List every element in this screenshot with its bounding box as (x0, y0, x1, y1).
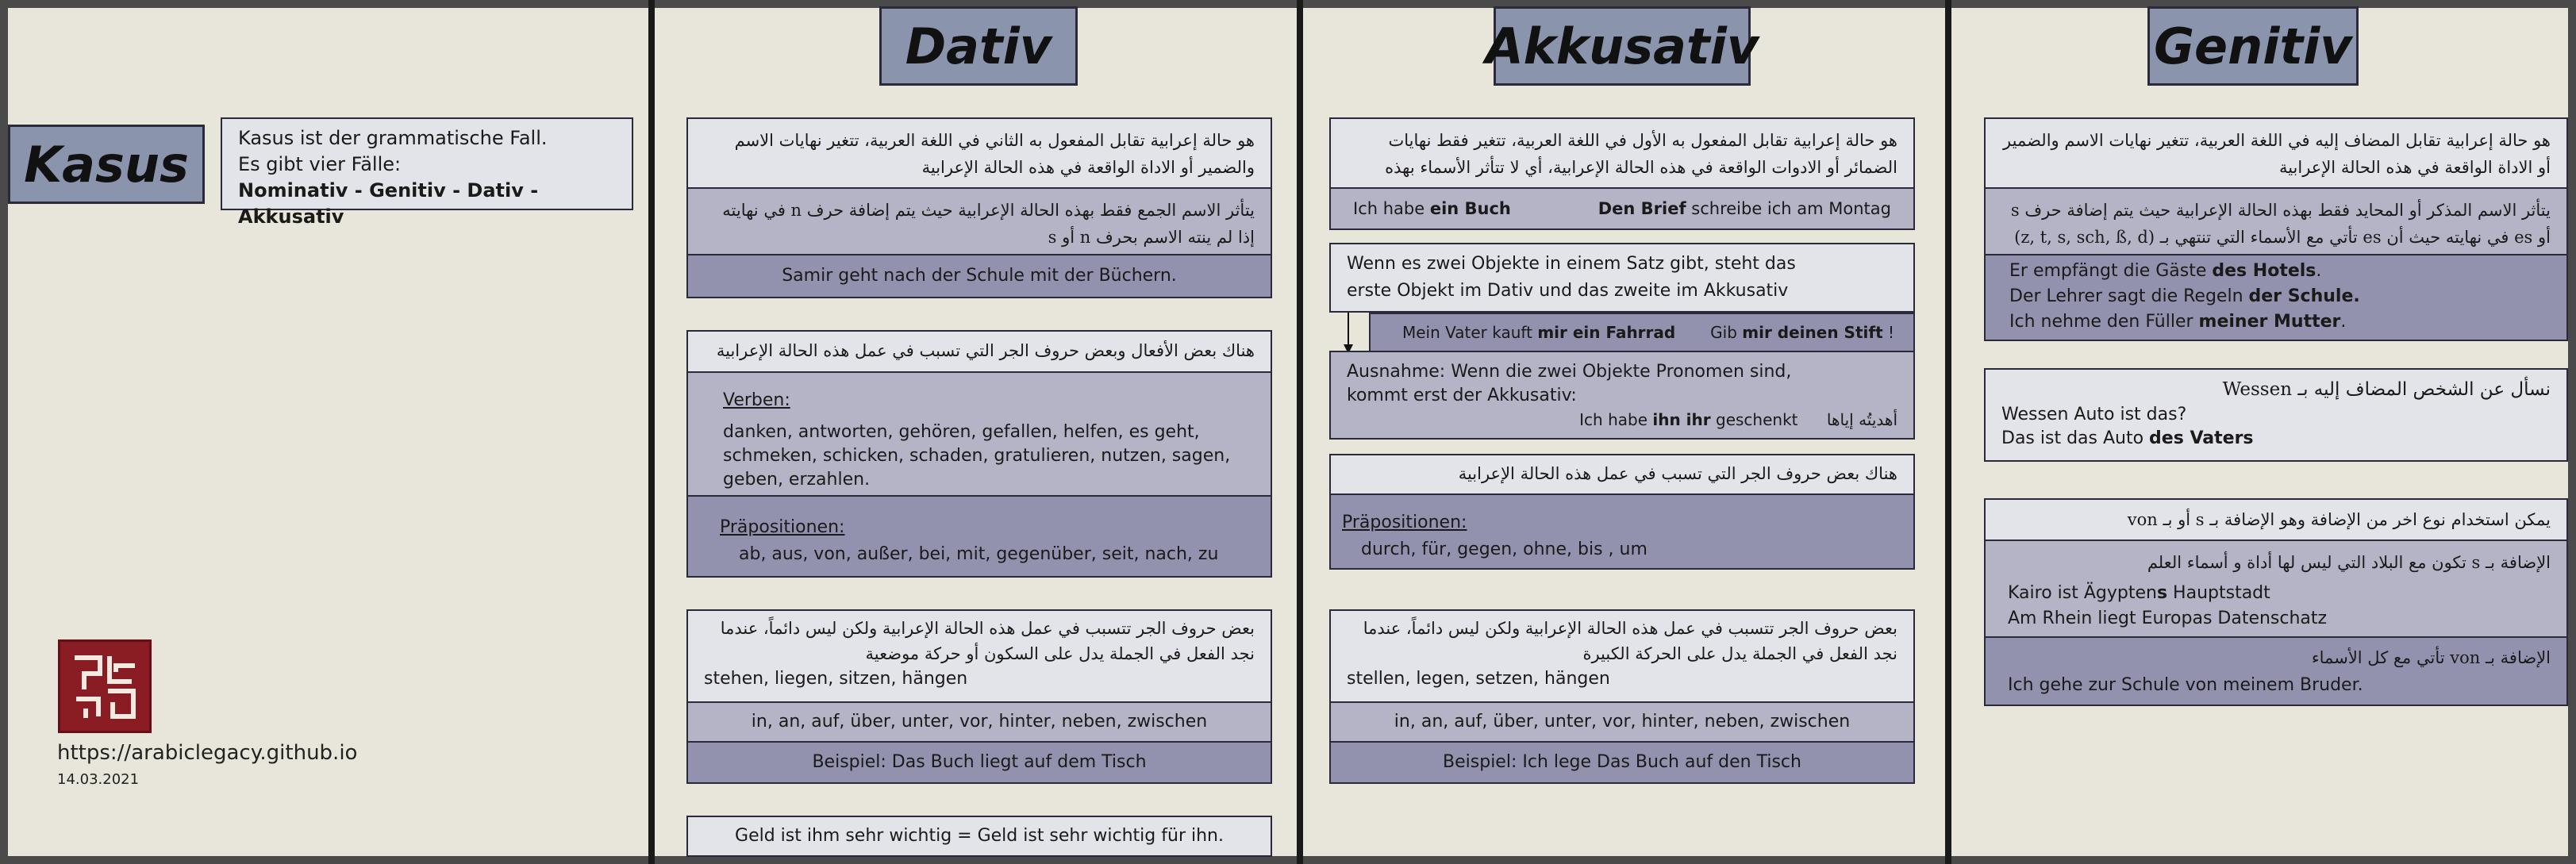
akkusativ-example-left: Ich habe ein Buch (1353, 199, 1511, 218)
genitiv-s-example-2: Am Rhein liegt Europas Datenschatz (2008, 609, 2328, 628)
akkusativ-wechsel-box (1329, 609, 1915, 703)
arrow-down-icon (1343, 313, 1354, 355)
kasus-line3: Nominativ - Genitiv - Dativ - Akkusativ (238, 179, 539, 228)
kasus-definition (221, 117, 633, 228)
akkusativ-title: Akkusativ (1494, 6, 1751, 86)
column-divider (648, 0, 655, 864)
akkusativ-wechsel-verbs: stellen, legen, setzen, hängen (1347, 669, 1610, 689)
genitiv-example-3: Ich nehme den Füller meiner Mutter. (2009, 312, 2347, 332)
akkusativ-wechsel-preps: in, an, auf, über, unter, vor, hinter, neben, zwischen (1329, 701, 1915, 743)
dativ-wechsel-verbs: stehen, liegen, sitzen, hängen (704, 669, 968, 689)
akkusativ-two-objects-line1: Wenn es zwei Objekte in einem Satz gibt, steht das (1347, 254, 1796, 274)
akkusativ-ausnahme-box (1329, 351, 1915, 440)
akkusativ-prep-list: durch, für, gegen, ohne, bis , um (1361, 540, 1647, 559)
genitiv-wessen-answer: Das ist das Auto des Vaters (2001, 428, 2254, 448)
date: 14.03.2021 (57, 771, 140, 788)
column-divider (1297, 0, 1303, 864)
genitiv-von-box (1984, 636, 2568, 706)
genitiv-description: هو حالة إعرابية تقابل المضاف إليه في اللغة العربية، تتغير نهايات الاسم والضمير أو الاداة الواقعة في هذه الحالة الإعرابية (1984, 117, 2568, 189)
dativ-prep-box (686, 495, 1272, 578)
akkusativ-example-right: Den Brief schreibe ich am Montag (1598, 199, 1891, 218)
akkusativ-gib-example: Gib mir deinen Stift ! (1710, 323, 1894, 342)
genitiv-von-rule: الإضافة بـ von تأتي مع كل الأسماء (2311, 648, 2551, 667)
akkusativ-prep-label: Präpositionen: (1342, 513, 1467, 532)
akkusativ-prep-box (1329, 493, 1915, 570)
akkusativ-two-objects (1329, 243, 1915, 313)
genitiv-example-2: Der Lehrer sagt die Regeln der Schule. (2009, 286, 2360, 306)
genitiv-wessen-box (1984, 368, 2568, 462)
dativ-wechsel-box (686, 609, 1272, 703)
website-url[interactable]: https://arabiclegacy.github.io (57, 741, 358, 765)
dativ-plural-rule: يتأثر الاسم الجمع فقط بهذه الحالة الإعرابية حيث يتم إضافة حرف n في نهايته إذا لم ينته الاسم بحرف n أو s (686, 187, 1272, 255)
genitiv-title: Genitiv (2147, 6, 2359, 86)
akkusativ-vater-box (1369, 313, 1915, 352)
genitiv-von-example: Ich gehe zur Schule von meinem Bruder. (2008, 675, 2363, 695)
column-divider (1945, 0, 1951, 864)
dativ-verbs-intro: هناك بعض الأفعال وبعض حروف الجر التي تسبب في عمل هذه الحالة الإعرابية (686, 330, 1272, 373)
genitiv-s-box (1984, 540, 2568, 638)
akkusativ-ausnahme-example: Ich habe ihn ihr geschenkt أهديتُه إياها (1579, 410, 1897, 429)
dativ-verbs-label: Verben: (723, 390, 790, 410)
akkusativ-two-objects-line2: erste Objekt im Dativ und das zweite im Akkusativ (1347, 281, 1789, 301)
dativ-wechsel-text: بعض حروف الجر تتسبب في عمل هذه الحالة الإعرابية ولكن ليس دائماً، عندما نجد الفعل في الجملة يدل على السكون أو حركة موضعية (720, 619, 1255, 663)
akkusativ-ausnahme-arabic: أهديتُه إياها (1826, 410, 1897, 429)
akkusativ-vater-example: Mein Vater kauft mir ein Fahrrad (1402, 323, 1676, 342)
arabic-legacy-logo (58, 639, 152, 733)
kasus-line1: Kasus ist der grammatische Fall. (238, 127, 548, 149)
kasus-line2: Es gibt vier Fälle: (238, 153, 402, 175)
dativ-description: هو حالة إعرابية تقابل المفعول به الثاني في اللغة العربية، تتغير نهايات الاسم والضمير أو الاداة الواقعة في هذه الحالة الإعرابية (686, 117, 1272, 189)
kasus-title: Kasus (8, 125, 205, 204)
dativ-geld-example: Geld ist ihm sehr wichtig = Geld ist sehr wichtig für ihn. (686, 816, 1272, 857)
genitiv-wessen-question: Wessen Auto ist das? (2001, 405, 2187, 424)
dativ-prep-label: Präpositionen: (720, 517, 845, 537)
akkusativ-description: هو حالة إعرابية تقابل المفعول به الأول في اللغة العربية، تتغير فقط نهايات الضمائر أو الادوات الواقعة في هذه الحالة الإعرابية، أي لا تتأثر الأسماء بهذه (1329, 117, 1915, 189)
genitiv-wessen-text: نسأل عن الشخص المضاف إليه بـ Wessen (2222, 379, 2551, 400)
genitiv-s-rule: الإضافة بـ s تكون مع البلاد التي ليس لها أداة و أسماء العلم (2147, 553, 2551, 572)
genitiv-s-example-1: Kairo ist Ägyptens Hauptstadt (2008, 583, 2270, 603)
genitiv-example-1: Er empfängt die Gäste des Hotels. (2009, 261, 2322, 281)
genitiv-von-intro: يمكن استخدام نوع اخر من الإضافة وهو الإضافة بـ s أو بـ von (1984, 498, 2568, 541)
dativ-wechsel-preps: in, an, auf, über, unter, vor, hinter, neben, zwischen (686, 701, 1272, 743)
dativ-prep-list: ab, aus, von, außer, bei, mit, gegenüber, seit, nach, zu (739, 544, 1219, 564)
dativ-wechsel-example: Beispiel: Das Buch liegt auf dem Tisch (686, 741, 1272, 784)
akkusativ-wechsel-text: بعض حروف الجر تتسبب في عمل هذه الحالة الإعرابية ولكن ليس دائماً، عندما نجد الفعل في الجملة يدل على الحركة الكبيرة (1363, 619, 1897, 663)
akkusativ-wechsel-example: Beispiel: Ich lege Das Buch auf den Tisch (1329, 741, 1915, 784)
akkusativ-examples (1329, 187, 1915, 230)
dativ-title: Dativ (879, 6, 1078, 86)
dativ-example: Samir geht nach der Schule mit der Büchern. (686, 254, 1272, 298)
akkusativ-prep-intro: هناك بعض حروف الجر التي تسبب في عمل هذه الحالة الإعرابية (1329, 454, 1915, 495)
dativ-verbs-box (686, 371, 1272, 497)
logo-pattern-icon (68, 650, 141, 723)
genitiv-masc-rule: يتأثر الاسم المذكر أو المحايد فقط بهذه الحالة الإعرابية حيث يتم إضافة حرف s أو es في نهايته حيث أن es تأتي مع الأسماء التي تنتهي بـ (z, t, s, sch, ß, d) (1984, 187, 2568, 255)
genitiv-examples (1984, 254, 2568, 341)
akkusativ-ausnahme-line2: kommt erst der Akkusativ: (1347, 386, 1577, 405)
akkusativ-ausnahme-line1: Ausnahme: Wenn die zwei Objekte Pronomen sind, (1347, 362, 1792, 382)
dativ-verbs-list: danken, antworten, gehören, gefallen, helfen, es geht, schmeken, schicken, schaden, gratulieren, nutzen, sagen, geben, erzahlen. (723, 422, 1231, 490)
